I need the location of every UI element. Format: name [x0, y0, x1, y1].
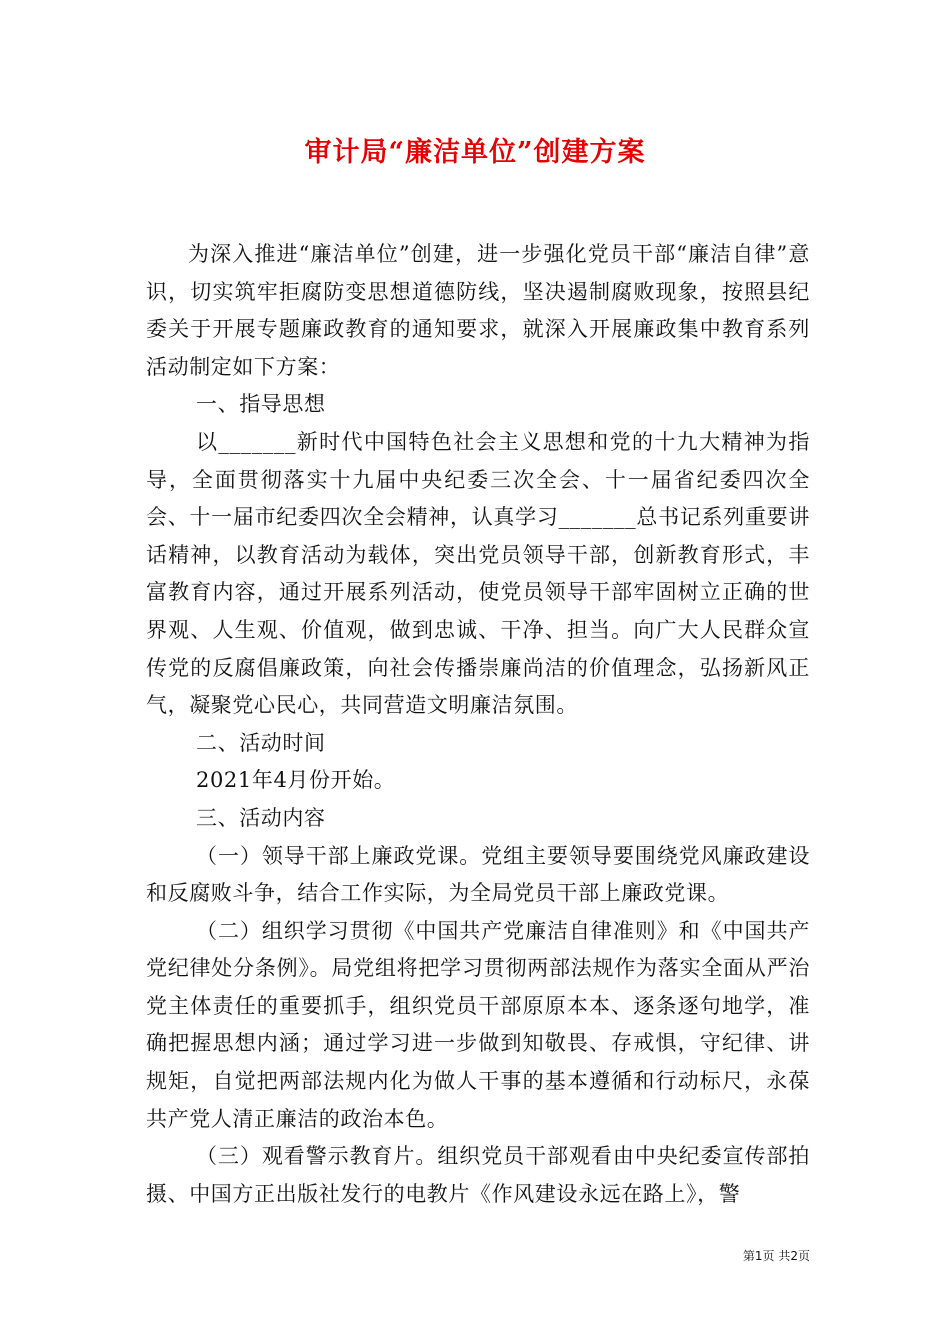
section-heading-activity-content: 三、活动内容: [196, 805, 326, 830]
activity-time-paragraph: 2021年4月份开始。: [196, 768, 396, 793]
section-heading-activity-time: 二、活动时间: [196, 730, 326, 755]
content-item-2: （二）组织学习贯彻《中国共产党廉洁自律准则》和《中国共产党纪律处分条例》。局党组将把学习贯彻两部法规作为落实全面从严治党主体责任的重要抓手，组织党员干部原原本本、逐条逐句地学，准确把握思想内涵；通过学习进一步做到知敬畏、存戒惧，守纪律、讲规矩，自觉把两部法规内化为做人干事的基本遵循和行动标尺，永葆共产党人清正廉洁的政治本色。: [146, 918, 810, 1131]
intro-paragraph: 为深入推进“廉洁单位”创建，进一步强化党员干部“廉洁自律”意识，切实筑牢拒腐防变思想道德防线，坚决遏制腐败现象，按照县纪委关于开展专题廉政教育的通知要求，就深入开展廉政集中教育系列活动制定如下方案：: [146, 242, 810, 379]
content-item-3: （三）观看警示教育片。组织党员干部观看由中央纪委宣传部拍摄、中国方正出版社发行的电教片《作风建设永远在路上》，警: [146, 1144, 810, 1206]
page-number-footer: 第1页 共2页: [742, 1249, 810, 1263]
content-item-1: （一）领导干部上廉政党课。党组主要领导要围绕党风廉政建设和反腐败斗争，结合工作实际，为全局党员干部上廉政党课。: [146, 843, 810, 906]
document-title: 审计局“廉洁单位”创建方案: [304, 137, 646, 168]
document-body: [146, 236, 810, 1213]
guiding-ideology-paragraph: 以_______新时代中国特色社会主义思想和党的十九大精神为指导，全面贯彻落实十九届中央纪委三次全会、十一届省纪委四次全会、十一届市纪委四次全会精神，认真学习_______总书记系列重要讲话精神，以教育活动为载体，突出党员领导干部，创新教育形式，丰富教育内容，通过开展系列活动，使党员领导干部牢固树立正确的世界观、人生观、价值观，做到忠诚、干净、担当。向广大人民群众宣传党的反腐倡廉政策，向社会传播崇廉尚洁的价值理念，弘扬新风正气，凝聚党心民心，共同营造文明廉洁氛围。: [146, 429, 810, 718]
section-heading-guiding-ideology: 一、指导思想: [196, 392, 326, 417]
